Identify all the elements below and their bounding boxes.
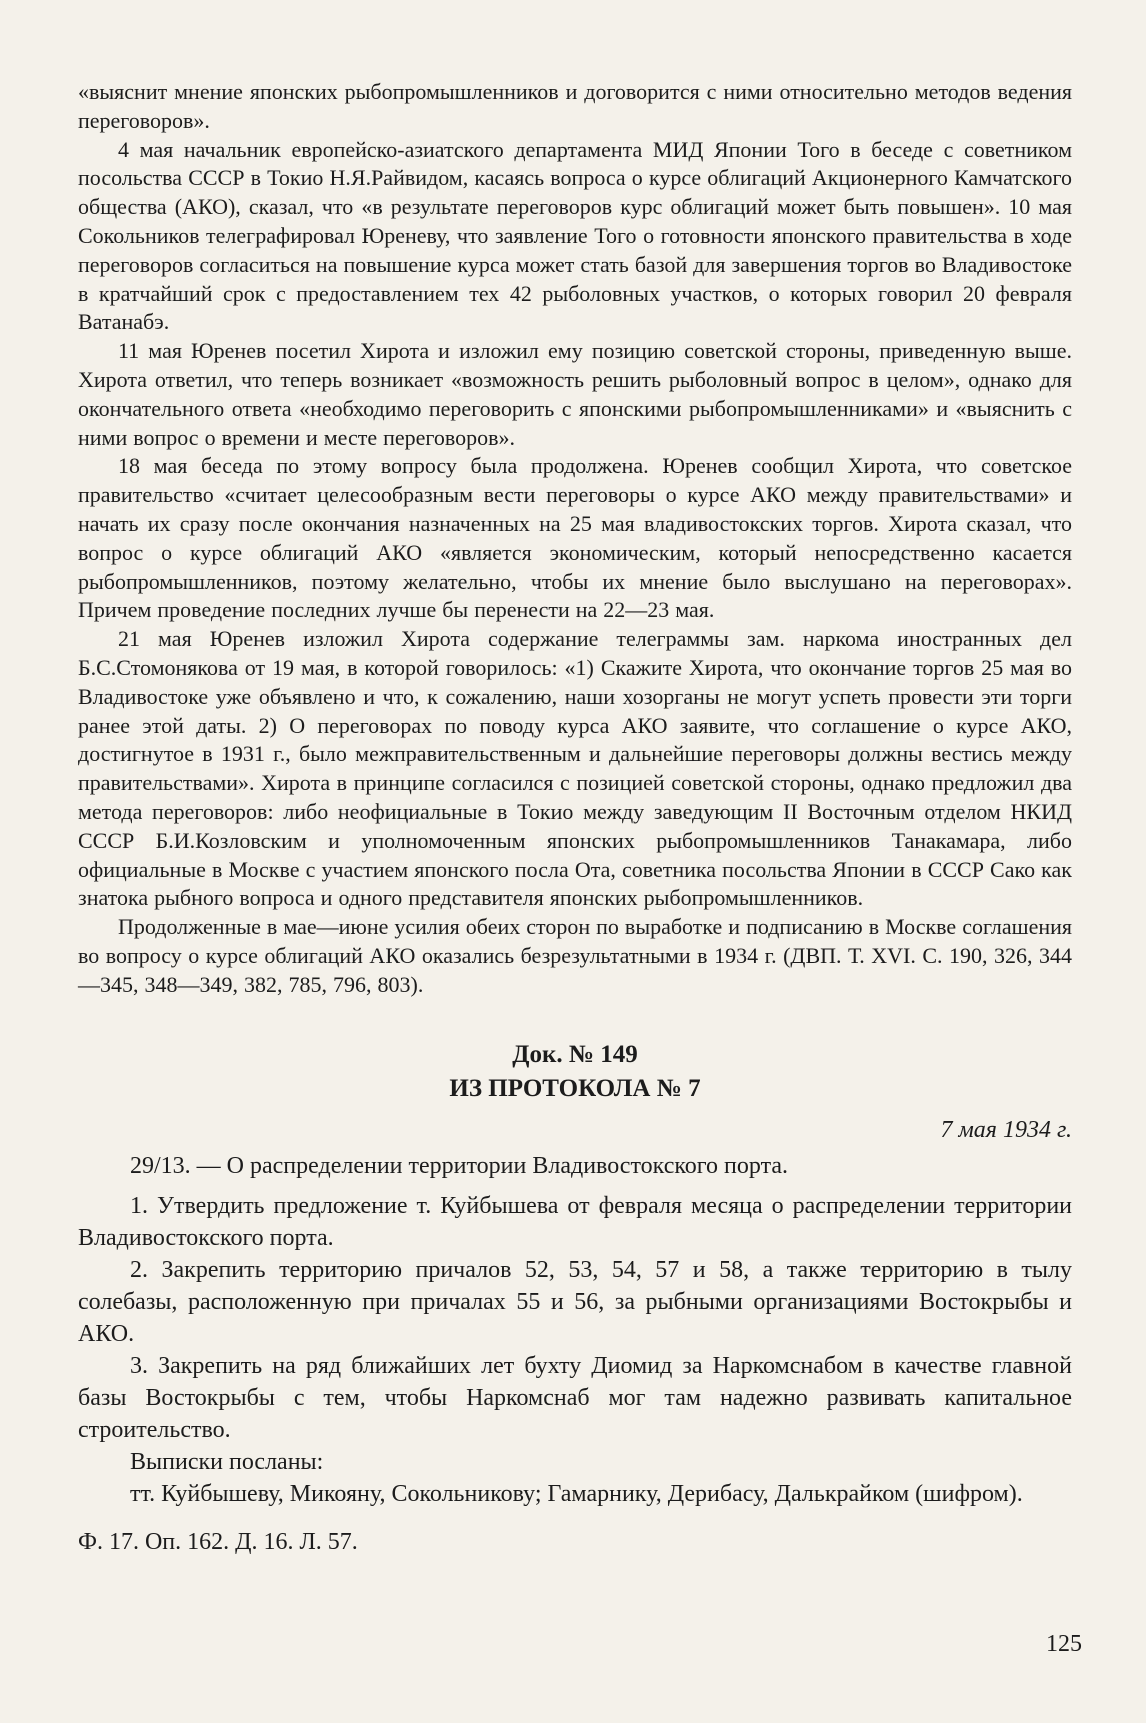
page-number: 125 [1046,1631,1082,1657]
paragraph-2: 4 мая начальник европейско-азиатского департамента МИД Японии Того в беседе с советником посольства СССР в Токио Н.Я.Райвидом, касаясь вопроса о курсе облигаций Акционерного Камчатского общества (АКО), сказал, что «в результате переговоров курс облигаций может быть повышен». 10 мая Сокольников телеграфировал Юреневу, что заявление Того о готовности японского правительства в ходе переговоров согласиться на повышение курса может стать базой для завершения торгов во Владивостоке в кратчайший срок с предоставлением тех 42 рыболовных участков, о которых говорил 20 февраля Ватанабэ. [78,136,1072,335]
archive-source: Ф. 17. Оп. 162. Д. 16. Л. 57. [78,1528,358,1555]
paragraph-1: «выяснит мнение японских рыбопромышленников и договорится с ними относительно методов ведения переговоров». [78,79,1072,133]
paragraph-4: 18 мая беседа по этому вопросу была продолжена. Юренев сообщил Хирота, что советское правительство «считает целесообразным вести переговоры о курсе АКО между правительствами» и начать их сразу после окончания назначенных на 25 мая владивостокских торгов. Хирота сказал, что вопрос о курсе облигаций АКО «является экономическим, который непосредственно касается рыбопромышленников, поэтому желательно, чтобы их мнение было выслушано на переговорах». Причем проведение последних лучше бы перенести на 22—23 мая. [78,453,1072,623]
paragraph-5: 21 мая Юренев изложил Хирота содержание телеграммы зам. наркома иностранных дел Б.С.Стомонякова от 19 мая, в которой говорилось: «1) Скажите Хирота, что окончание торгов 25 мая во Владивостоке уже объявлено и что, к сожалению, наши хозорганы не могут успеть провести эти торги ранее этой даты. 2) О переговорах по поводу курса АКО заявите, что соглашение о курсе АКО, достигнутое в 1931 г., было межправительственным и дальнейшие переговоры должны вестись между правительствами». Хирота в принципе согласился с позицией советской стороны, однако предложил два метода переговоров: либо неофициальные в Токио между заведующим II Восточным отделом НКИД СССР Б.И.Козловским и уполномоченным японских рыбопромышленников Танакамара, либо официальные в Москве с участием японского посла Ота, советника посольства Японии в СССР Сако как знатока рыбного вопроса и одного представителя японских рыбопромышленников. [78,626,1072,911]
document-date: 7 мая 1934 г. [940,1116,1072,1143]
preamble-section [78,78,1072,1000]
document-header [78,1038,1072,1146]
paragraph-6: Продолженные в мае—июне усилия обеих сторон по выработке и подписанию в Москве соглашения во вопросу о курсе облигаций АКО оказались безрезультатными в 1934 г. (ДВП. Т. XVI. С. 190, 326, 344—345, 348—349, 382, 785, 796, 803). [78,914,1072,997]
document-page [78,78,1072,1558]
protocol-items [78,1150,1072,1510]
document-number: Док. № 149 [512,1040,638,1068]
protocol-item: 2. Закрепить территорию причалов 52, 53, 54, 57 и 58, а также территорию в тылу солебазы, расположенную при причалах 55 и 56, за рыбными организациями Востокрыбы и АКО. [78,1256,1072,1347]
document-title: ИЗ ПРОТОКОЛА № 7 [449,1074,701,1102]
protocol-item: 1. Утвердить предложение т. Куйбышева от февраля месяца о распределении территории Владивостокского порта. [78,1192,1072,1251]
protocol-item: Выписки посланы: [130,1448,324,1475]
protocol-item: 29/13. — О распределении территории Владивостокского порта. [130,1152,788,1179]
paragraph-3: 11 мая Юренев посетил Хирота и изложил ему позицию советской стороны, приведенную выше. Хирота ответил, что теперь возникает «возможность решить рыболовный вопрос в целом», однако для окончательного ответа «необходимо переговорить с японскими рыбопромышленниками» и «выяснить с ними вопрос о времени и месте переговоров». [78,338,1072,450]
protocol-item: тт. Куйбышеву, Микояну, Сокольникову; Гамарнику, Дерибасу, Далькрайком (шифром). [130,1480,1023,1507]
protocol-item: 3. Закрепить на ряд ближайших лет бухту Диомид за Наркомснабом в качестве главной базы Востокрыбы с тем, чтобы Наркомснаб мог там надежно развивать капитальное строительство. [78,1352,1072,1443]
